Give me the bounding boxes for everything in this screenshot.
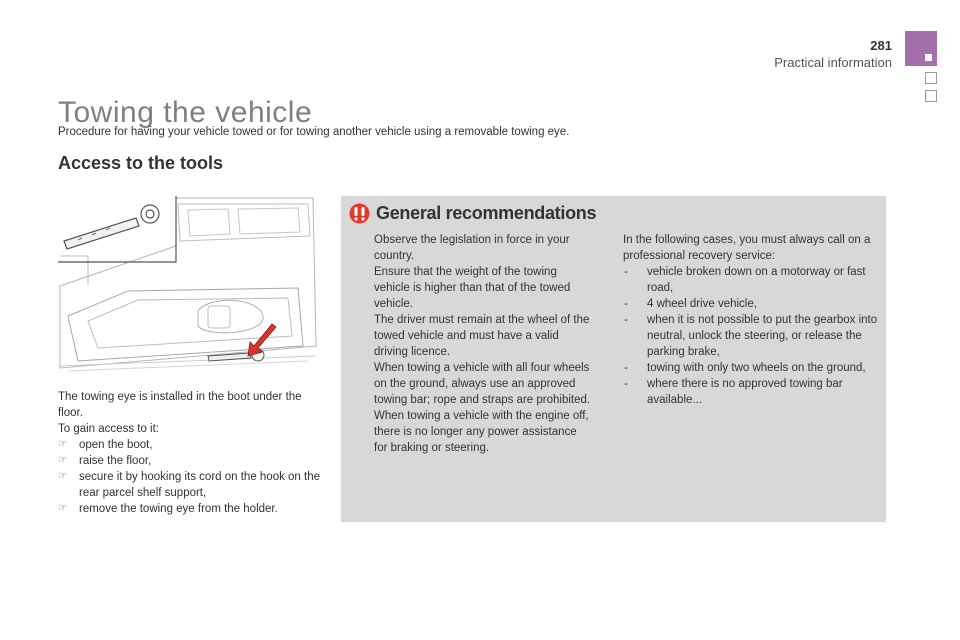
- step-text: secure it by hooking its cord on the hook on the rear parcel shelf support,: [79, 471, 321, 499]
- chapter-tab-2[interactable]: [925, 90, 937, 102]
- recommendations-right-column: [623, 232, 881, 408]
- section-name: Practical information: [774, 55, 892, 70]
- recovery-case-item: - where there is no approved towing bar available...: [624, 378, 843, 406]
- step-text: remove the towing eye from the holder.: [79, 503, 278, 515]
- step-item: [58, 437, 320, 453]
- recovery-case-text: 4 wheel drive vehicle,: [647, 298, 757, 310]
- access-text-line: To gain access to it:: [58, 423, 159, 435]
- recovery-intro: In the following cases, you must always call on a professional recovery service:: [623, 234, 871, 262]
- recovery-case-item: - vehicle broken down on a motorway or fast road,: [624, 266, 866, 294]
- recommendation-paragraph: When towing a vehicle with all four wheels on the ground, always use an approved towing bar; rope and straps are prohibited.: [374, 362, 591, 406]
- pointing-hand-icon: ☞: [58, 503, 67, 514]
- chapter-tab-1[interactable]: [925, 72, 937, 84]
- access-text-line: The towing eye is installed in the boot under the floor.: [58, 391, 302, 419]
- recovery-case-item: - towing with only two wheels on the ground,: [624, 362, 866, 374]
- step-text: raise the floor,: [79, 455, 152, 467]
- pointing-hand-icon: ☞: [58, 439, 67, 450]
- recovery-case-text: where there is no approved towing bar available...: [647, 378, 843, 406]
- recommendation-paragraph: The driver must remain at the wheel of the towed vehicle and must have a valid driving licence.: [374, 314, 590, 358]
- recovery-case-text: towing with only two wheels on the ground,: [647, 362, 866, 374]
- recommendations-heading: General recommendations: [376, 203, 597, 223]
- access-instructions: [58, 389, 320, 517]
- towing-eye-inset: [64, 205, 159, 249]
- step-text: open the boot,: [79, 439, 153, 451]
- recommendations-panel: [341, 196, 886, 522]
- recovery-case-text: vehicle broken down on a motorway or fast road,: [647, 266, 866, 294]
- boot-illustration: [58, 196, 318, 376]
- step-item: [58, 453, 320, 469]
- recommendation-paragraph: Observe the legislation in force in your country.: [374, 234, 570, 262]
- exclamation-warning-icon: [349, 203, 370, 224]
- pointing-hand-icon: ☞: [58, 455, 67, 466]
- recommendations-left-column: [374, 232, 592, 456]
- recommendation-paragraph: When towing a vehicle with the engine off, there is no longer any power assistance for braking or steering.: [374, 410, 589, 454]
- recovery-case-item: - when it is not possible to put the gearbox into neutral, unlock the steering, or release the parking brake,: [624, 314, 878, 358]
- page-number: 281: [870, 38, 892, 53]
- chapter-tab-active[interactable]: [905, 31, 937, 66]
- step-item: [58, 501, 320, 517]
- page-title: Towing the vehicle: [58, 96, 313, 129]
- intro-text: Procedure for having your vehicle towed or for towing another vehicle using a removable towing eye.: [58, 126, 570, 138]
- recovery-case-text: when it is not possible to put the gearbox into neutral, unlock the steering, or release the parking brake,: [647, 314, 878, 358]
- step-item: [58, 469, 320, 501]
- pointing-hand-icon: ☞: [58, 471, 67, 482]
- section-heading-access: Access to the tools: [58, 153, 224, 173]
- recovery-case-item: - 4 wheel drive vehicle,: [624, 298, 757, 310]
- tab-mark-icon: [925, 54, 932, 61]
- recommendation-paragraph: Ensure that the weight of the towing vehicle is higher than that of the towed vehicle.: [374, 266, 571, 310]
